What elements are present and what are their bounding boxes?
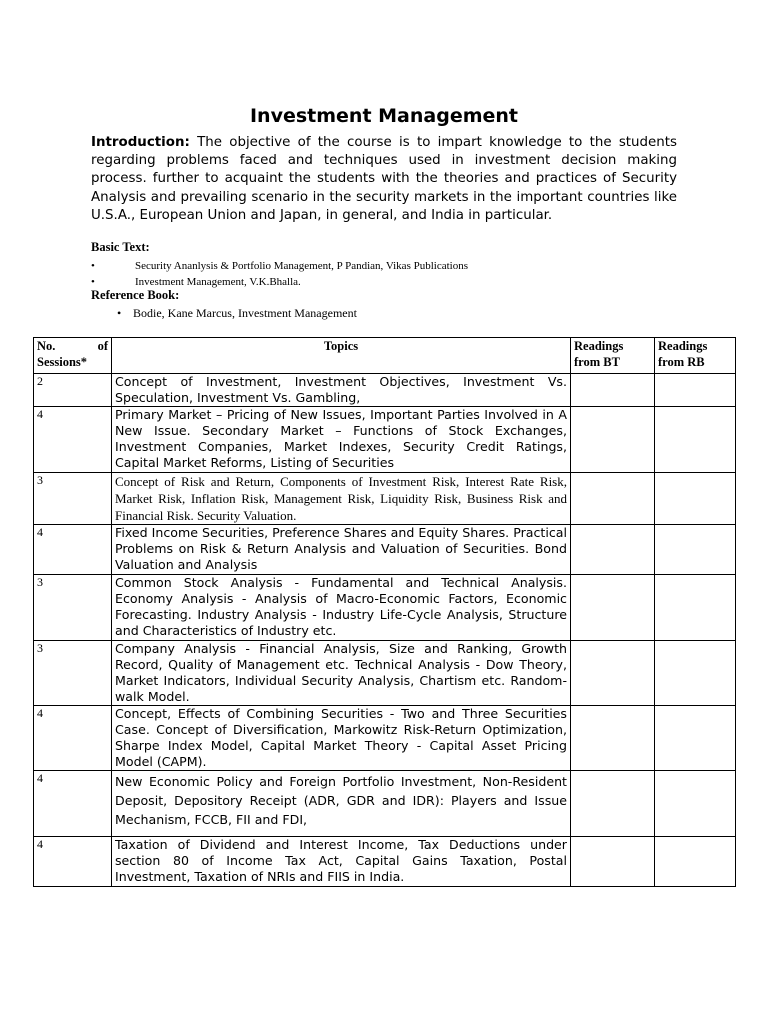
introduction-text: The objective of the course is to impart knowledge to the students regarding problems faced and techniques used in investment decision making process. further to acquaint the students with the theories and practices of Security Analysis and prevailing scenario in the security markets in the important countries like U.S.A., European Union and Japan, in general, and India in particular. xyxy=(91,135,677,223)
sessions-cell: 2 xyxy=(34,374,112,407)
table-row xyxy=(34,407,736,473)
table-row xyxy=(34,706,736,771)
table-row xyxy=(34,575,736,641)
bullet-icon: • xyxy=(91,260,95,272)
table-row xyxy=(34,641,736,706)
table-header-row xyxy=(34,338,736,374)
readings-rb-cell xyxy=(655,575,736,641)
table-row xyxy=(34,771,736,837)
topic-cell: Primary Market – Pricing of New Issues, Important Parties Involved in A New Issue. Secondary Market – Functions of Stock Exchanges, Investment Companies, Market Indexes, Security Credit Ratings, Capital Market Reforms, Listing of Securities xyxy=(112,407,571,473)
sessions-cell: 3 xyxy=(34,575,112,641)
readings-bt-cell xyxy=(571,525,655,575)
readings-bt-cell xyxy=(571,575,655,641)
header-readings-from-bt: Readings from BT xyxy=(571,338,655,374)
readings-bt-cell xyxy=(571,837,655,887)
basic-text-label: Basic Text: xyxy=(91,240,150,254)
table-row xyxy=(34,473,736,525)
topic-cell: Company Analysis - Financial Analysis, Size and Ranking, Growth Record, Quality of Management etc. Technical Analysis - Dow Theory, Market Indicators, Individual Security Analysis, Chartism etc. Random-walk Model. xyxy=(112,641,571,706)
sessions-cell: 3 xyxy=(34,641,112,706)
topic-cell: Concept of Investment, Investment Objectives, Investment Vs. Speculation, Investment Vs. Gambling, xyxy=(112,374,571,407)
introduction-label: Introduction: xyxy=(91,135,190,150)
bullet-icon: • xyxy=(91,276,95,288)
sessions-cell: 4 xyxy=(34,837,112,887)
topic-cell: Concept, Effects of Combining Securities - Two and Three Securities Case. Concept of Diversification, Markowitz Risk-Return Optimization, Sharpe Index Model, Capital Market Theory - Capital Asset Pricing Model (CAPM). xyxy=(112,706,571,771)
sessions-cell: 4 xyxy=(34,407,112,473)
readings-rb-cell xyxy=(655,706,736,771)
bullet-icon: • xyxy=(117,306,122,320)
basic-text-item xyxy=(91,259,468,273)
topic-cell: Common Stock Analysis - Fundamental and Technical Analysis. Economy Analysis - Analysis of Macro-Economic Factors, Economic Forecasting. Industry Analysis - Industry Life-Cycle Analysis, Structure and Characteristics of Industry etc. xyxy=(112,575,571,641)
reference-book-item-label: Bodie, Kane Marcus, Investment Management xyxy=(133,306,357,320)
page-title: Investment Management xyxy=(249,105,519,127)
readings-rb-cell xyxy=(655,837,736,887)
readings-bt-cell xyxy=(571,473,655,525)
readings-bt-cell xyxy=(571,706,655,771)
header-no-of-sessions: No. of Sessions* xyxy=(34,338,112,374)
readings-rb-cell xyxy=(655,771,736,837)
sessions-cell: 4 xyxy=(34,706,112,771)
topic-cell: New Economic Policy and Foreign Portfolio Investment, Non-Resident Deposit, Depository Receipt (ADR, GDR and IDR): Players and Issue Mechanism, FCCB, FII and FDI, xyxy=(112,771,571,837)
sessions-cell: 4 xyxy=(34,771,112,837)
readings-rb-cell xyxy=(655,525,736,575)
introduction-paragraph xyxy=(91,134,677,225)
topic-cell: Fixed Income Securities, Preference Shares and Equity Shares. Practical Problems on Risk & Return Analysis and Valuation of Securities. Bond Valuation and Analysis xyxy=(112,525,571,575)
readings-bt-cell xyxy=(571,374,655,407)
basic-text-item-label: Investment Management, V.K.Bhalla. xyxy=(135,276,301,288)
topic-cell: Concept of Risk and Return, Components of Investment Risk, Interest Rate Risk, Market Risk, Inflation Risk, Management Risk, Liquidity Risk, Business Risk and Financial Risk. Security Valuation. xyxy=(112,473,571,525)
basic-text-item xyxy=(91,275,301,289)
readings-rb-cell xyxy=(655,407,736,473)
table-row xyxy=(34,525,736,575)
basic-text-item-label: Security Ananlysis & Portfolio Management, P Pandian, Vikas Publications xyxy=(135,260,468,272)
table-row xyxy=(34,374,736,407)
readings-rb-cell xyxy=(655,374,736,407)
table-row xyxy=(34,837,736,887)
readings-rb-cell xyxy=(655,641,736,706)
sessions-cell: 3 xyxy=(34,473,112,525)
readings-bt-cell xyxy=(571,641,655,706)
readings-bt-cell xyxy=(571,771,655,837)
topics-table xyxy=(33,337,736,887)
header-readings-from-rb: Readings from RB xyxy=(655,338,736,374)
reference-book-label: Reference Book: xyxy=(91,288,180,302)
topic-cell: Taxation of Dividend and Interest Income, Tax Deductions under section 80 of Income Tax Act, Capital Gains Taxation, Postal Investment, Taxation of NRIs and FIIS in India. xyxy=(112,837,571,887)
readings-bt-cell xyxy=(571,407,655,473)
readings-rb-cell xyxy=(655,473,736,525)
sessions-cell: 4 xyxy=(34,525,112,575)
reference-book-item xyxy=(117,306,357,321)
header-topics: Topics xyxy=(112,338,571,374)
